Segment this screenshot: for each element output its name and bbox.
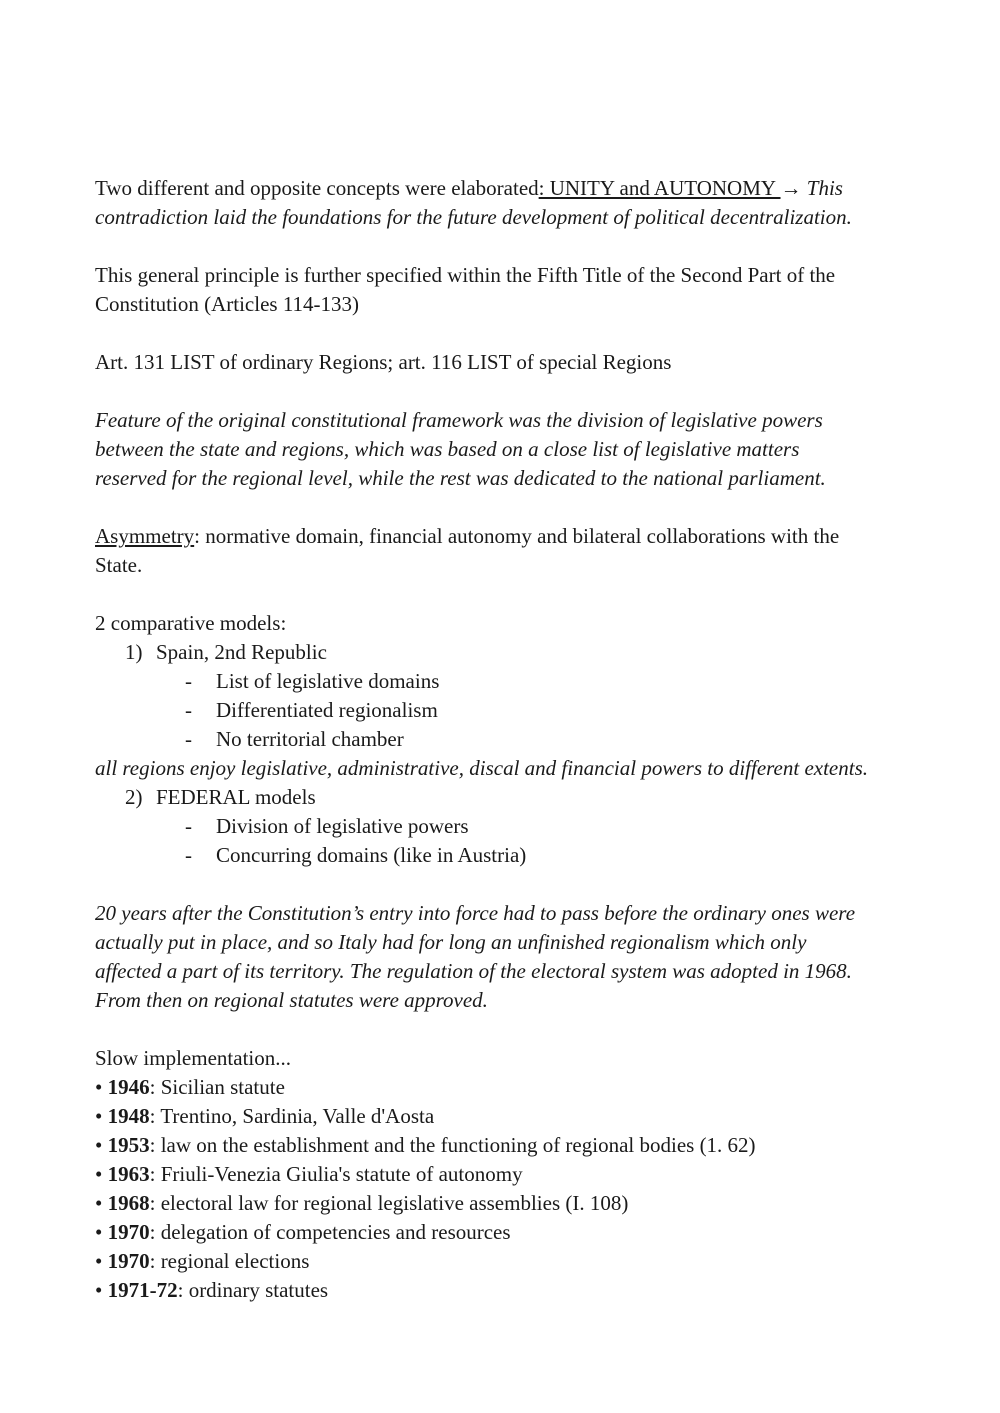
dash-marker: - — [185, 727, 192, 751]
list-item-text: List of legislative domains — [216, 669, 440, 693]
articles-line: Art. 131 LIST of ordinary Regions; art. 116 LIST of special Regions — [95, 350, 672, 374]
asymmetry-line-2: State. — [95, 553, 143, 577]
list-item-text: Concurring domains (like in Austria) — [216, 843, 527, 867]
bullet-icon: • — [95, 1162, 108, 1186]
list-item — [95, 696, 915, 725]
right-arrow-icon: → — [780, 176, 807, 200]
intro-text: Two different and opposite concepts were elaborated — [95, 176, 539, 200]
timeline-text: : ordinary statutes — [177, 1278, 329, 1302]
timeline-text: : Friuli-Venezia Giulia's statute of autonomy — [149, 1162, 523, 1186]
timeline-year: 1953 — [107, 1133, 150, 1157]
timeline-text: : Sicilian statute — [149, 1075, 285, 1099]
list-number: 1) — [125, 640, 143, 664]
document-page — [95, 174, 915, 1305]
list-item — [95, 841, 915, 870]
list-item-text: Differentiated regionalism — [216, 698, 438, 722]
dash-marker: - — [185, 843, 192, 867]
intro-italic-start: This — [806, 176, 843, 200]
timeline-text: : delegation of competencies and resources — [149, 1220, 511, 1244]
list-item — [95, 667, 915, 696]
timeline-heading: Slow implementation... — [95, 1046, 291, 1070]
principle-line-1: This general principle is further specified within the Fifth Title of the Second Part of the — [95, 263, 836, 287]
timeline-item — [95, 1102, 915, 1131]
timeline-item — [95, 1160, 915, 1189]
timeline-text: : electoral law for regional legislative assemblies (I. 108) — [149, 1191, 629, 1215]
bullet-icon: • — [95, 1133, 108, 1157]
timeline-year: 1963 — [107, 1162, 150, 1186]
intro-line-2: contradiction laid the foundations for the future development of political decentralization. — [95, 205, 852, 229]
model-2-item — [95, 783, 915, 812]
timeline-year: 1948 — [107, 1104, 150, 1128]
timeline-year: 1946 — [107, 1075, 150, 1099]
list-item-text: No territorial chamber — [216, 727, 404, 751]
principle-line-2: Constitution (Articles 114-133) — [95, 292, 360, 316]
timeline-item — [95, 1189, 915, 1218]
feature-line-3: reserved for the regional level, while the rest was dedicated to the national parliament. — [95, 466, 826, 490]
list-item — [95, 725, 915, 754]
bullet-icon: • — [95, 1191, 108, 1215]
timeline-item — [95, 1276, 915, 1305]
models-heading: 2 comparative models: — [95, 611, 287, 635]
asymmetry-text: : normative domain, financial autonomy and bilateral collaborations with the — [194, 524, 840, 548]
history-line-3: affected a part of its territory. The regulation of the electoral system was adopted in 1968. — [95, 959, 852, 983]
timeline-text: : regional elections — [149, 1249, 310, 1273]
timeline-text: : law on the establishment and the functioning of regional bodies (1. 62) — [149, 1133, 756, 1157]
model-1-item — [95, 638, 915, 667]
asymmetry-line-1 — [95, 522, 915, 551]
history-line-1: 20 years after the Constitution’s entry into force had to pass before the ordinary ones were — [95, 901, 856, 925]
dash-marker: - — [185, 698, 192, 722]
history-line-4: From then on regional statutes were approved. — [95, 988, 488, 1012]
list-item — [95, 812, 915, 841]
unity-autonomy-underlined: : UNITY and AUTONOMY — [538, 176, 781, 200]
model-2-label: FEDERAL models — [156, 785, 316, 809]
timeline-year: 1970 — [107, 1249, 150, 1273]
list-item-text: Division of legislative powers — [216, 814, 469, 838]
model-1-label: Spain, 2nd Republic — [156, 640, 327, 664]
timeline-year: 1970 — [107, 1220, 150, 1244]
bullet-icon: • — [95, 1249, 108, 1273]
timeline-item — [95, 1247, 915, 1276]
timeline-item — [95, 1131, 915, 1160]
timeline-year: 1968 — [107, 1191, 150, 1215]
timeline-text: : Trentino, Sardinia, Valle d'Aosta — [149, 1104, 435, 1128]
history-line-2: actually put in place, and so Italy had for long an unfinished regionalism which only — [95, 930, 807, 954]
bullet-icon: • — [95, 1278, 108, 1302]
models-note: all regions enjoy legislative, administrative, discal and financial powers to different extents. — [95, 756, 869, 780]
timeline-year: 1971-72 — [107, 1278, 178, 1302]
list-number: 2) — [125, 785, 143, 809]
asymmetry-term: Asymmetry — [95, 524, 195, 548]
bullet-icon: • — [95, 1075, 108, 1099]
bullet-icon: • — [95, 1220, 108, 1244]
dash-marker: - — [185, 669, 192, 693]
bullet-icon: • — [95, 1104, 108, 1128]
dash-marker: - — [185, 814, 192, 838]
timeline-item — [95, 1218, 915, 1247]
feature-line-2: between the state and regions, which was based on a close list of legislative matters — [95, 437, 800, 461]
intro-line-1 — [95, 174, 915, 203]
feature-line-1: Feature of the original constitutional framework was the division of legislative powers — [95, 408, 823, 432]
timeline-item — [95, 1073, 915, 1102]
